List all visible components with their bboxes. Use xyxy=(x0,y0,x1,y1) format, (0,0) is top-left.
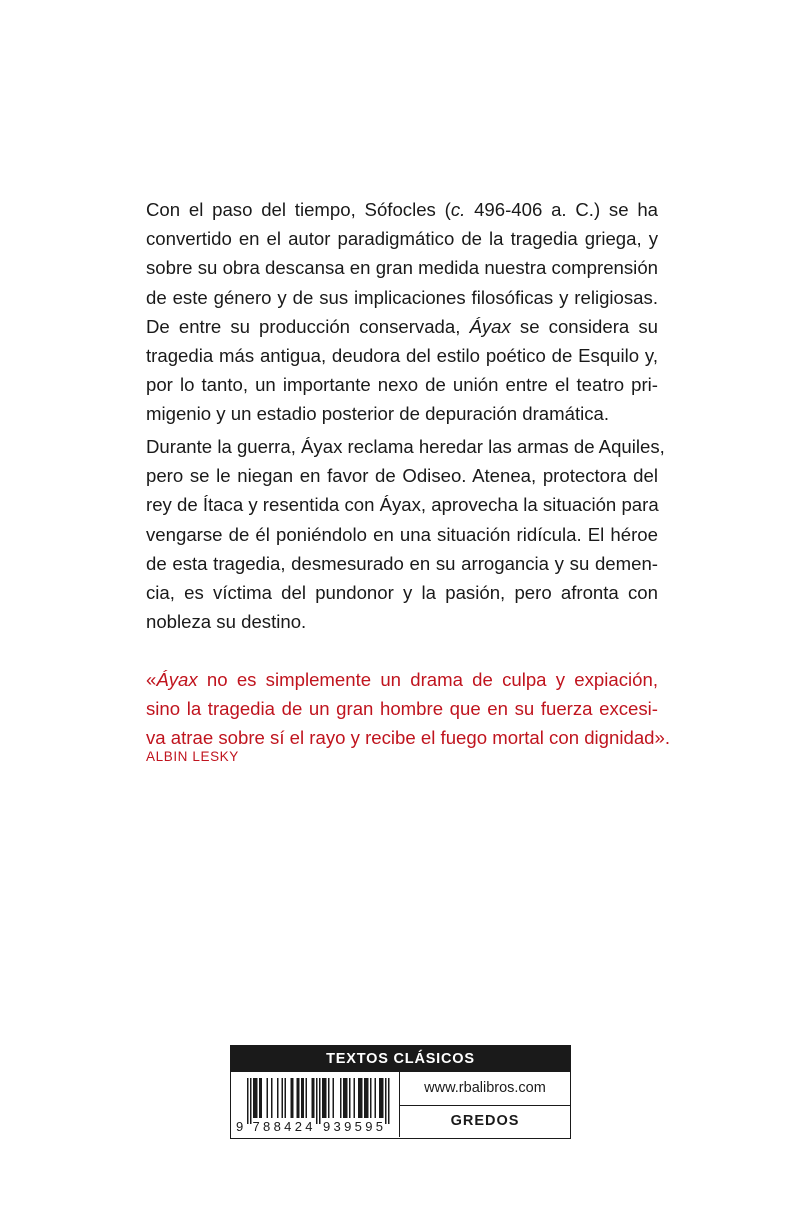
barcode-bar xyxy=(328,1078,330,1118)
barcode-bar xyxy=(298,1078,300,1118)
barcode-bar xyxy=(324,1078,326,1118)
barcode-bar xyxy=(316,1078,318,1124)
text-line: de esta tragedia, desmesurado en su arrogancia y su demen- xyxy=(146,552,658,574)
barcode-bar xyxy=(253,1078,255,1118)
barcode-bar xyxy=(333,1078,335,1118)
barcode-bar xyxy=(301,1078,303,1118)
barcode-bar xyxy=(375,1078,377,1118)
synopsis-paragraph-2 xyxy=(146,432,665,636)
barcode xyxy=(231,1072,400,1137)
text-line: nobleza su destino. xyxy=(146,611,307,633)
barcode-bar xyxy=(267,1078,269,1118)
barcode-bar xyxy=(313,1078,315,1118)
barcode-bar xyxy=(322,1078,324,1118)
barcode-bar xyxy=(250,1078,252,1124)
text-line: De entre su producción conservada, Áyax se considera su xyxy=(146,315,658,337)
barcode-bar xyxy=(379,1078,381,1118)
barcode-bar xyxy=(282,1078,284,1118)
quote-line: va atrae sobre sí el rayo y recibe el fuego mortal con dignidad». xyxy=(146,727,671,749)
barcode-bar xyxy=(325,1078,327,1118)
text-line: Con el paso del tiempo, Sófocles (c. 496-406 a. C.) se ha xyxy=(146,199,658,220)
text-line: sobre su obra descansa en gran medida nuestra comprensión xyxy=(146,257,658,279)
barcode-bar xyxy=(345,1078,347,1118)
barcode-bar xyxy=(381,1078,383,1118)
barcode-bar xyxy=(349,1078,351,1118)
barcode-bar xyxy=(297,1078,299,1118)
text-line: por lo tanto, un importante nexo de unión entre el teatro pri- xyxy=(146,374,658,396)
barcode-bar xyxy=(360,1078,362,1118)
text-line: pero se le niegan en favor de Odiseo. Atenea, protectora del xyxy=(146,465,658,487)
barcode-bar xyxy=(271,1078,273,1118)
barcode-bar xyxy=(291,1078,293,1118)
barcode-bar xyxy=(285,1078,287,1118)
isbn-digits-right: 939595 xyxy=(323,1119,383,1133)
text-line: migenio y un estadio posterior de depuración dramática. xyxy=(146,403,610,425)
barcode-bar xyxy=(303,1078,305,1118)
text-line: tragedia más antigua, deudora del estilo poético de Esquilo y, xyxy=(146,345,658,367)
text-line: cia, es víctima del pundonor y la pasión, pero afronta con xyxy=(146,582,658,604)
barcode-bar xyxy=(364,1078,366,1118)
text-line: de este género y de sus implicaciones filosóficas y religiosas. xyxy=(146,286,658,308)
barcode-bar xyxy=(247,1078,249,1124)
barcode-bar xyxy=(354,1078,356,1118)
barcode-bar xyxy=(277,1078,279,1118)
barcode-bar xyxy=(370,1078,372,1118)
barcode-bar xyxy=(366,1078,368,1118)
barcode-bar xyxy=(388,1078,390,1124)
quote-author: ALBIN LESKY xyxy=(146,749,239,764)
publisher-name: GREDOS xyxy=(450,1113,520,1129)
isbn-digits-left: 788424 xyxy=(252,1119,313,1133)
barcode-bar xyxy=(361,1078,363,1118)
barcode-bar xyxy=(306,1078,308,1118)
text-line: Durante la guerra, Áyax reclama heredar las armas de Aquiles, xyxy=(146,436,665,457)
barcode-bar xyxy=(259,1078,261,1118)
barcode-bar xyxy=(292,1078,294,1118)
publisher-website: www.rbalibros.com xyxy=(400,1072,570,1106)
barcode-bar xyxy=(261,1078,263,1118)
barcode-bar xyxy=(343,1078,345,1118)
barcode-bar xyxy=(255,1078,257,1118)
barcode-bar xyxy=(256,1078,258,1118)
barcode-bar xyxy=(340,1078,342,1118)
barcode-bar xyxy=(346,1078,348,1118)
synopsis-paragraph-1 xyxy=(146,195,658,429)
barcode-bar xyxy=(382,1078,384,1118)
text-line: convertido en el autor paradigmático de la tragedia griega, y xyxy=(146,228,658,250)
text-line: vengarse de él poniéndolo en una situación ridícula. El héroe xyxy=(146,523,658,545)
isbn-digit-lead: 9 xyxy=(236,1119,244,1133)
quote-line: sino la tragedia de un gran hombre que en su fuerza excesi- xyxy=(146,698,658,720)
pull-quote xyxy=(146,665,671,753)
imprint-box xyxy=(230,1045,571,1139)
barcode-bar xyxy=(385,1078,387,1124)
barcode-bar xyxy=(319,1078,321,1124)
barcode-bar xyxy=(358,1078,360,1118)
barcode-icon xyxy=(236,1077,394,1133)
barcode-bar xyxy=(312,1078,314,1118)
text-line: rey de Ítaca y resentida con Áyax, aprovecha la situación para xyxy=(146,494,659,516)
quote-line: «Áyax no es simplemente un drama de culpa y expiación, xyxy=(146,669,658,690)
barcode-bar xyxy=(367,1078,369,1118)
series-label: TEXTOS CLÁSICOS xyxy=(231,1046,570,1072)
